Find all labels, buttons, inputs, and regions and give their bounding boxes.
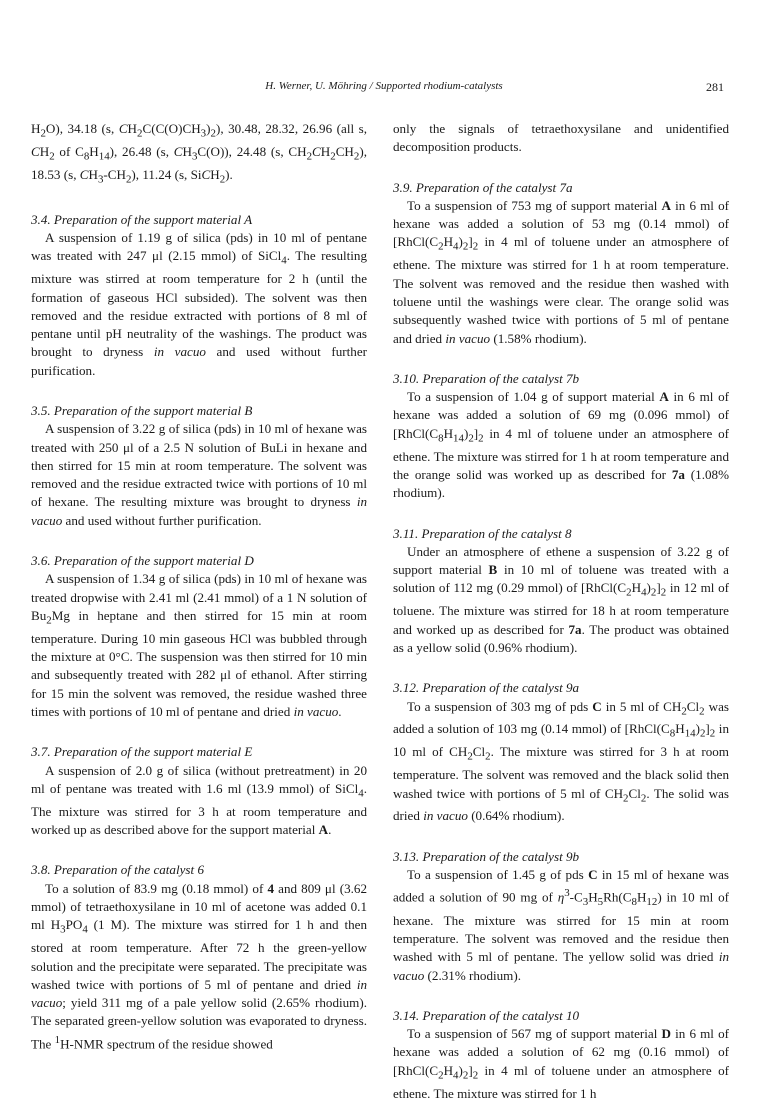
section-heading: 3.10. Preparation of the catalyst 7b (393, 370, 580, 386)
body-paragraph: To a suspension of 1.04 g of support material A in 6 ml of hexane was added a solution of 69 mg (0.096 mmol) of $[RhCl(C_8H_{14})_2]_2$ in 4 ml of toluene under an atmosphere of ethene. The mixture was stirred for 1 h at room temperature and the orange solid was worked up as described for 7a (1.08% rhodium). (393, 389, 729, 501)
body-paragraph: A suspension of 1.19 g of silica (pds) in 10 ml of pentane was treated with 247 μl (2.15 mmol) of SiCl$_4$. The resulting mixture was stirred at room temperature for 2 h (until the formation of gaseous HCl subsided). The solvent was then removed and the residue extracted with portions of 8 ml of pentane until pH neutrality of the washings. The product was brought to dryness in vacuo and used without further purification. (31, 230, 367, 378)
continued-paragraph: only the signals of tetraethoxysilane and unidentified decomposition products. (393, 121, 729, 155)
section-heading: 3.14. Preparation of the catalyst 10 (393, 1007, 580, 1023)
right-column (393, 120, 729, 1103)
body-paragraph: To a suspension of 1.45 g of pds C in 15 ml of hexane was added a solution of 90 mg of $\eta^3-C_3H_5Rh(C_8H_{12})$ in 10 ml of hexane. The mixture was stirred for 15 min at room temperature. The solvent was removed and the residue then washed with 5 ml of pentane. The yellow solid was dried in vacuo (2.31% rhodium). (393, 867, 730, 983)
page-number: 281 (706, 80, 724, 94)
section-heading: 3.6. Preparation of the support material D (31, 553, 254, 569)
body-paragraph: To a suspension of 567 mg of support material D in 6 ml of hexane was added a solution of 62 mg (0.16 mmol) of $[RhCl(C_2H_4)_2]_2$ in 4 ml of toluene under an atmosphere of ethene. The mixture was stirred for 1 h (393, 1026, 729, 1101)
page-header (0, 80, 768, 100)
body-paragraph: Under an atmosphere of ethene a suspension of 3.22 g of support material B in 10 ml of toluene was treated with a solution of 112 mg (0.29 mmol) of $[RhCl(C_2H_4)_2]_2$ in 12 ml of toluene. The mixture was stirred for 18 h at room temperature and worked up as described for 7a. The product was obtained as a yellow solid (0.96% rhodium). (393, 543, 730, 655)
section-heading: 3.5. Preparation of the support material B (31, 403, 253, 418)
body-paragraph: To a suspension of 303 mg of pds C in 5 ml of $CH_2Cl_2$ was added a solution of 103 mg (0.14 mmol) of $[RhCl(C_8H_{14})_2]_2$ in 10 ml of $CH_2Cl_2$. The mixture was stirred for 3 h at room temperature. The solvent was removed and the black solid then washed twice with portions of 5 ml of $CH_2Cl_2$. The solid was dried in vacuo (0.64% rhodium). (393, 698, 729, 824)
body-paragraph: A suspension of 3.22 g of silica (pds) in 10 ml of hexane was treated with 250 μl of a 2.5 N solution of BuLi in hexane and then stirred for 15 min at room temperature. The solvent was removed and the residue extracted twice with portions of 10 ml of hexane. The resulting mixture was brought to dryness in vacuo and used without further purification. (31, 421, 367, 528)
section-heading: 3.4. Preparation of the support material A (31, 211, 253, 227)
section-heading: 3.7. Preparation of the support material E (31, 744, 253, 760)
section-heading: 3.12. Preparation of the catalyst 9a (393, 680, 580, 696)
body-paragraph: A suspension of 1.34 g of silica (pds) in 10 ml of hexane was treated dropwise with 2.41 ml (2.41 mmol) of a 1 N solution of $Bu_2Mg$ in heptane and then stirred for 15 min at room temperature. During 10 min gaseous HCl was bubbled through the mixture at 0°C. The suspension was then stirred for 10 min and subsequently treated with 282 μl of ethanol. After stirring for 15 min the solvent was removed, the residue washed three times with portions of 10 ml of pentane and dried in vacuo. (31, 571, 367, 720)
section-heading: 3.11. Preparation of the catalyst 8 (393, 525, 572, 541)
left-column (31, 120, 367, 1053)
section-heading: 3.9. Preparation of the catalyst 7a (393, 179, 573, 195)
section-heading: 3.13. Preparation of the catalyst 9b (393, 848, 580, 864)
section-heading: 3.8. Preparation of the catalyst 6 (31, 862, 204, 878)
body-paragraph: To a suspension of 753 mg of support material A in 6 ml of hexane was added a solution of 53 mg (0.14 mmol) of $[RhCl(C_2H_4)_2]_2$ in 4 ml of toluene under an atmosphere of ethene. The mixture was stirred for 1 h at room temperature. The solvent was removed and the residue then washed with toluene until the washings were clear. The orange solid was subsequently washed twice with portions of 5 ml of pentane and dried in vacuo (1.58% rhodium). (393, 197, 729, 346)
body-paragraph: A suspension of 2.0 g of silica (without pretreatment) in 20 ml of pentane was treated with 1.6 ml (13.9 mmol) of SiCl$_4$. The mixture was stirred for 3 h at room temperature and worked up as described above for the support material A. (31, 762, 367, 838)
continued-paragraph: $H_2O$), 34.18 (s, $CH_2C(C(O)CH_3)_2$), 30.48, 28.32, 26.96 (all s, $CH_2$ of $C_8H_{14}$), 26.48 (s, $CH_3C(O)$), 24.48 (s, $CH_2CH_2CH_2$), 18.53 (s, $CH_3-CH_2$), 11.24 (s, SiCH$_2$). (31, 121, 367, 186)
running-title: H. Werner, U. Möhring / Supported rhodium-catalysts (265, 80, 503, 92)
body-paragraph: To a solution of 83.9 mg (0.18 mmol) of 4 and 809 μl (3.62 mmol) of tetraethoxysilane in 10 ml of acetone was added 0.1 ml $H_3PO_4$ (1 M). The mixture was stirred for 1 h and then stored at room temperature. After 72 h the green-yellow solution and the precipitate were separated. The precipitate was washed twice with portions of 5 ml of pentane and dried in vacuo; yield 311 mg of a pale yellow solid (2.65% rhodium). The separated green-yellow solution was evaporated to dryness. The $^1$H-NMR spectrum of the residue showed (31, 880, 367, 1052)
